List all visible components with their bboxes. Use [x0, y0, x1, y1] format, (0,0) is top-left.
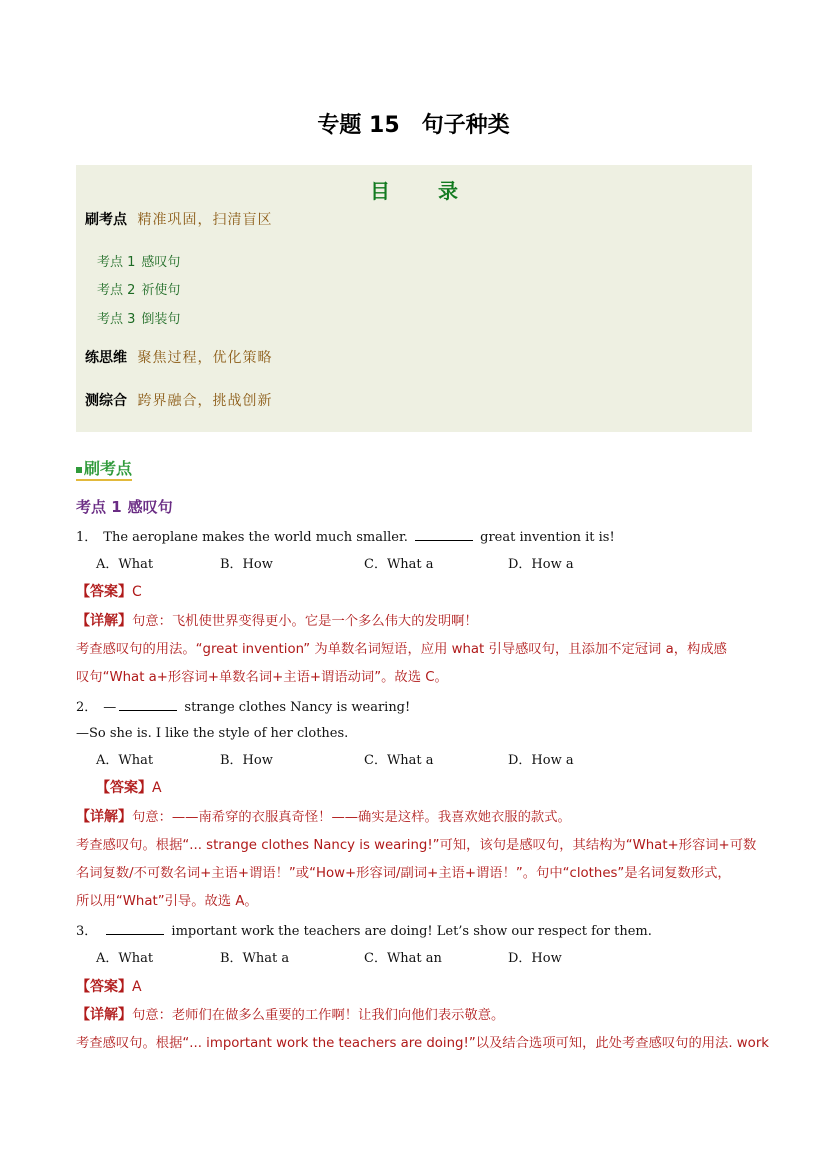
question-1-detail-line: 叹句“What a+形容词+单数名词+主语+谓语动词”。故选 C。	[76, 670, 448, 685]
answer-blank	[119, 698, 177, 711]
stem-text: strange clothes Nancy is wearing!	[180, 700, 411, 715]
detail-label: 【详解】	[76, 809, 132, 825]
question-3-answer	[76, 978, 142, 996]
toc-row-label: 刷考点	[85, 212, 127, 228]
question-2-answer	[96, 779, 162, 797]
option-c: C．What a	[364, 753, 434, 768]
toc-sub-name: 倒装句	[141, 312, 181, 327]
detail-text: 句意：老师们在做多么重要的工作啊！让我们向他们表示敬意。	[132, 1008, 505, 1023]
question-2-detail-title	[76, 808, 571, 827]
answer-value: A	[132, 979, 142, 995]
option-b: B．What a	[220, 951, 290, 966]
toc-row-comprehensive	[85, 390, 272, 410]
toc-sub-point-2	[97, 279, 180, 298]
answer-label: 【答案】	[76, 979, 132, 995]
question-number: 1．	[76, 530, 98, 545]
toc-row-label: 练思维	[85, 350, 127, 366]
point-name: 感叹句	[127, 498, 173, 516]
point-num: 考点 1	[76, 498, 122, 516]
toc-sub-num: 考点 1	[97, 255, 136, 270]
toc-sub-point-1	[97, 251, 180, 270]
option-a: A．What	[96, 753, 154, 768]
toc-row-thinking	[85, 347, 272, 367]
answer-value: A	[152, 780, 162, 796]
toc-row-desc: 精准巩固，扫清盲区	[137, 212, 273, 228]
stem-text: —	[103, 700, 117, 715]
question-3-detail-title	[76, 1006, 504, 1025]
question-1-answer	[76, 583, 142, 601]
question-1-stem	[76, 528, 615, 547]
section-title: 刷考点	[84, 459, 133, 478]
question-2-reply: —So she is. I like the style of her clothes.	[76, 726, 349, 741]
option-c: C．What a	[364, 557, 434, 572]
option-b: B．How	[220, 753, 273, 768]
option-b: B．How	[220, 557, 273, 572]
toc-row-practice-points	[85, 209, 272, 229]
question-1-detail-line: 考查感叹句的用法。“great invention” 为单数名词短语，应用 what 引导感叹句，且添加不定冠词 a，构成感	[76, 642, 727, 657]
toc-row-label: 测综合	[85, 393, 127, 409]
answer-blank	[106, 922, 164, 935]
toc-sub-point-3	[97, 308, 180, 327]
toc-sub-name: 祈使句	[141, 283, 181, 298]
option-d: D．How	[508, 951, 562, 966]
square-bullet-icon	[76, 467, 82, 473]
answer-label: 【答案】	[76, 584, 132, 600]
toc-sub-num: 考点 2	[97, 283, 136, 298]
question-3-detail-line: 考查感叹句。根据“... important work the teachers are doing!”以及结合选项可知，此处考查感叹句的用法. work	[76, 1036, 769, 1051]
option-d: D．How a	[508, 557, 574, 572]
detail-label: 【详解】	[76, 1007, 132, 1023]
detail-text: 句意：飞机使世界变得更小。它是一个多么伟大的发明啊！	[132, 614, 478, 629]
stem-text: great invention it is!	[476, 530, 615, 545]
question-2-detail-line: 考查感叹句。根据“... strange clothes Nancy is wearing!”可知，该句是感叹句，其结构为“What+形容词+可数	[76, 838, 757, 853]
question-2-detail-line: 名词复数/不可数名词+主语+谓语！”或“How+形容词/副词+主语+谓语！”。句中“clothes”是名词复数形式，	[76, 866, 731, 881]
question-2-detail-line: 所以用“What”引导。故选 A。	[76, 894, 258, 909]
detail-text: 句意：——南希穿的衣服真奇怪！——确实是这样。我喜欢她衣服的款式。	[132, 810, 571, 825]
answer-value: C	[132, 584, 142, 600]
option-a: A．What	[96, 557, 154, 572]
question-number: 2．	[76, 700, 98, 715]
question-2-stem	[76, 698, 410, 717]
detail-label: 【详解】	[76, 613, 132, 629]
table-of-contents	[76, 165, 752, 432]
question-number: 3．	[76, 924, 98, 939]
toc-row-desc: 聚焦过程，优化策略	[137, 350, 273, 366]
option-c: C．What an	[364, 951, 442, 966]
stem-text: The aeroplane makes the world much smaller.	[103, 530, 413, 545]
question-1-detail-title	[76, 612, 478, 631]
toc-sub-name: 感叹句	[141, 255, 181, 270]
toc-row-desc: 跨界融合，挑战创新	[137, 393, 273, 409]
option-a: A．What	[96, 951, 154, 966]
stem-text: important work the teachers are doing! Let’s show our respect for them.	[167, 924, 652, 939]
option-d: D．How a	[508, 753, 574, 768]
toc-sub-num: 考点 3	[97, 312, 136, 327]
question-3-stem	[76, 922, 652, 941]
point-heading	[76, 496, 173, 517]
section-heading	[76, 459, 132, 481]
answer-blank	[415, 528, 473, 541]
toc-heading: 目 录	[370, 179, 472, 203]
page-title: 专题 15 句子种类	[317, 113, 510, 138]
answer-label: 【答案】	[96, 780, 152, 796]
